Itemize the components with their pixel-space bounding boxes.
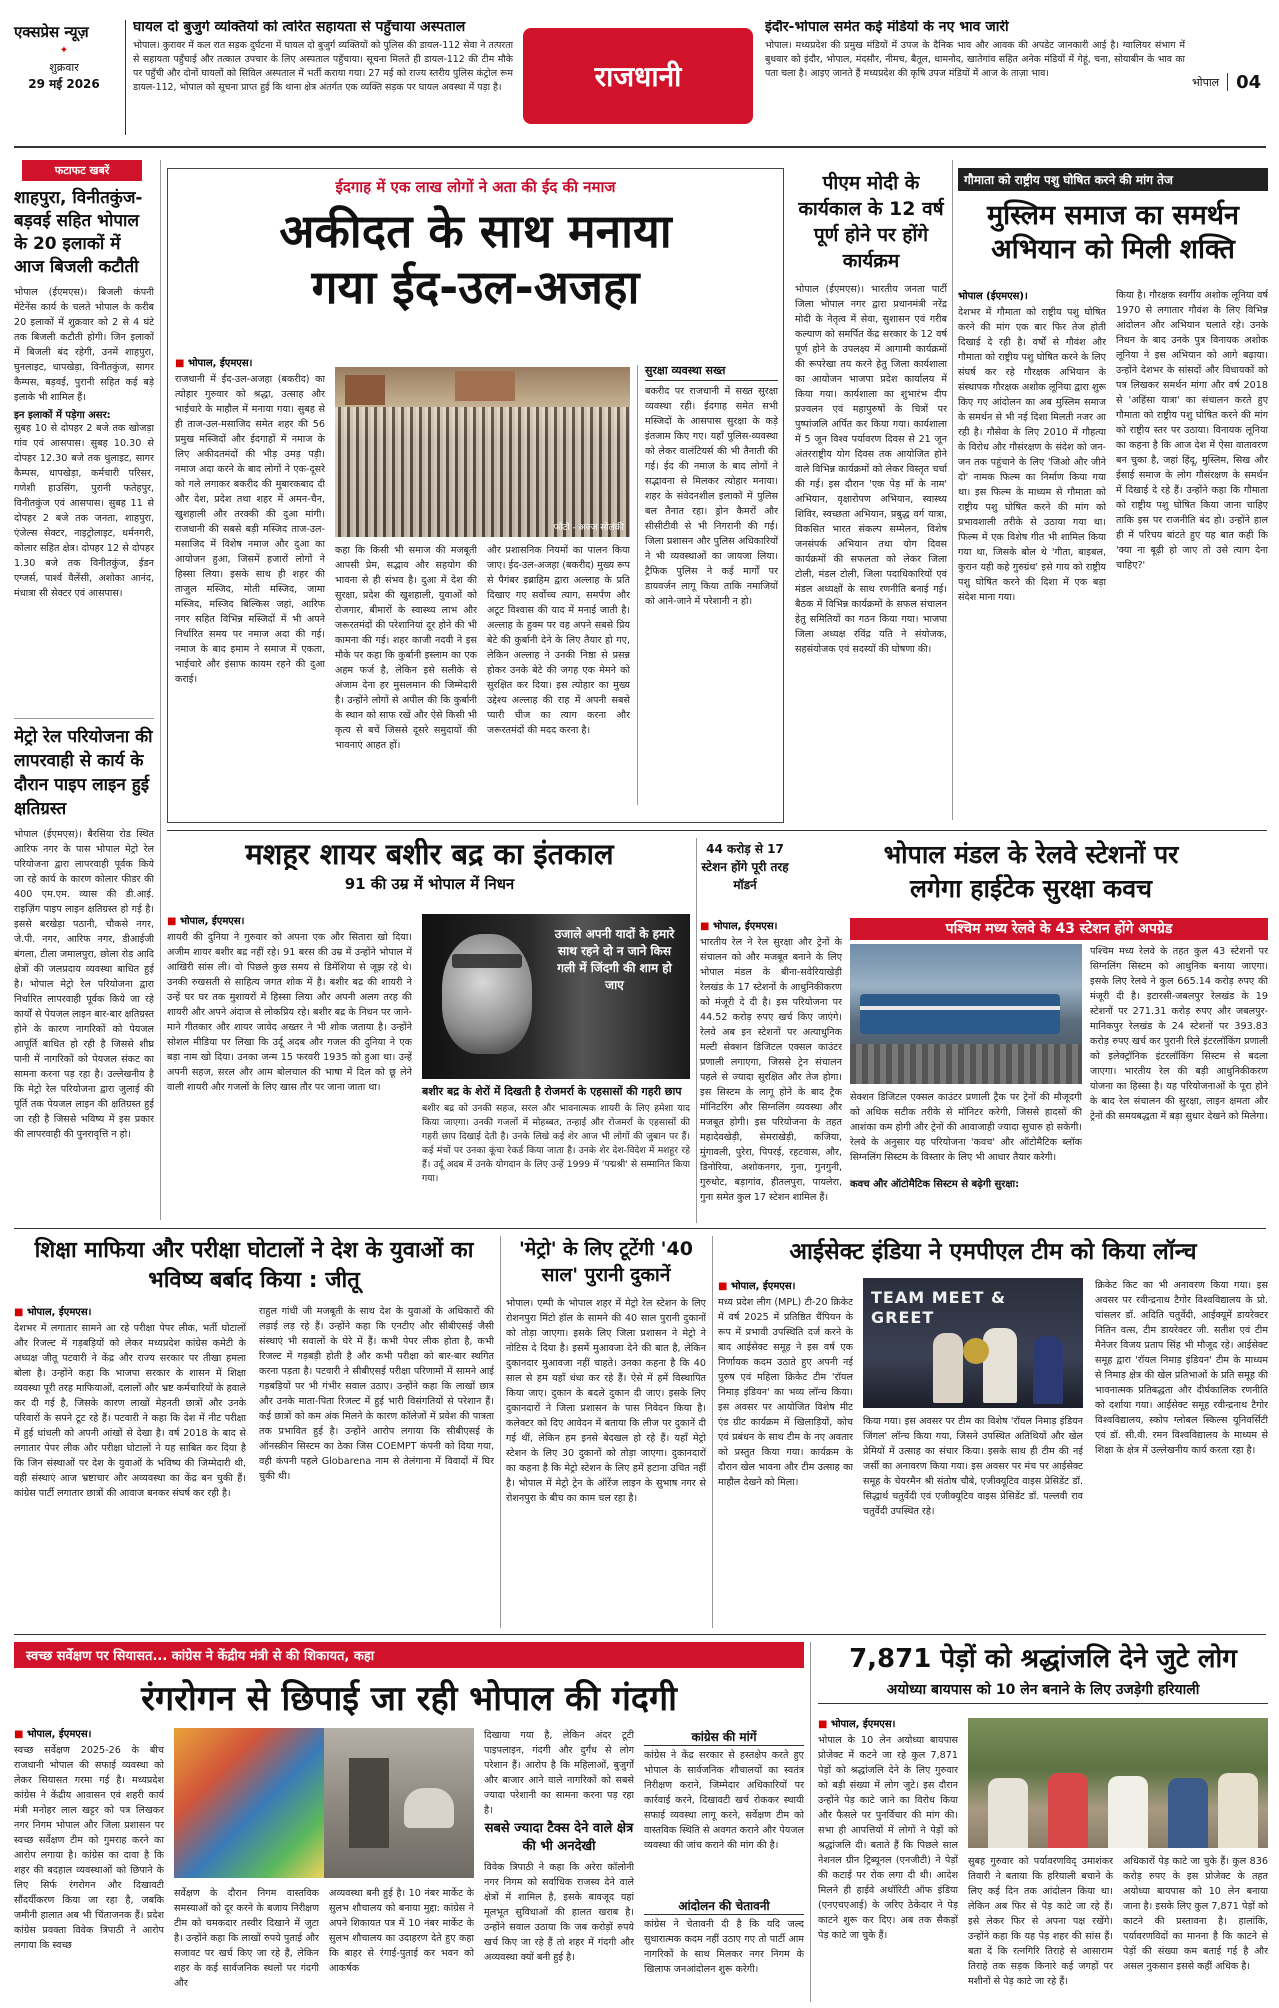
eid-columns: [175, 355, 778, 815]
trees-col-3: [1123, 1854, 1268, 2002]
swachh-body-1: स्वच्छ सर्वेक्षण 2025-26 के बीच राजधानी भोपाल की सफाई व्यवस्था को लेकर सियासत गरमा गई है। मध्यप्रदेश कांग्रेस ने केंद्रीय आवासन एवं शहरी कार्य मंत्री मनोहर लाल खट्टर को पत्र लिखकर नगर निगम भोपाल और जिला प्रशासन पर स्वच्छ सर्वेक्षण टीम को गुमराह करने का आरोप लगाया है। कांग्रेस का दावा है कि शहर की बदहाल व्यवस्थाओं को छिपाने के लिए सिर्फ रंगरोगन और दिखावटी सौंदर्यीकरण किया जा रहा है, जबकि जमीनी हालात अब भी चिंताजनक हैं। प्रदेश कांग्रेस प्रवक्ता विवेक त्रिपाठी ने आरोप लगाया कि स्वच्छ: [14, 1745, 164, 1951]
trees-story: [818, 1642, 1268, 2002]
aisect-body-1: मध्य प्रदेश लीग (MPL) टी-20 क्रिकेट में वर्ष 2025 में प्रतिष्ठित चैंपियन के रूप में प्रभावी उपस्थिति दर्ज करने के बाद आईसेक्ट समूह ने इस वर्ष एक निर्णायक कदम उठाते हुए अपनी नई पुरुष एवं महिला क्रिकेट टीम 'रॉयल निमाड़ इंडियन' का भव्य लॉन्च किया। इस अवसर पर आयोजित विशेष मीट एंड ग्रीट कार्यक्रम में खिलाड़ियों, कोच एवं प्रबंधन के साथ टीम के नए अवतार को प्रस्तुत किया गया। कार्यक्रम के दौरान खेल भावना और टीम उत्साह का माहौल देखने को मिला।: [718, 1297, 853, 1488]
bashir-quote: उजाले अपनी यादों के हमारे साथ रहने दो न जाने किस गली में जिंदगी की शाम हो जाए: [554, 927, 675, 992]
swachh-col-2: [174, 1886, 319, 2002]
swachh-demands-box: [644, 1728, 804, 2002]
aisect-byline: भोपाल, ईएमएस।: [730, 1281, 796, 1292]
jitu-headline: शिक्षा माफिया और परीक्षा घोटालों ने देश के युवाओं का भविष्य बर्बाद किया : जीतू: [34, 1238, 474, 1293]
jitu-story: [14, 1236, 494, 1631]
bashir-subhead: 91 की उम्र में भोपाल में निधन: [344, 875, 515, 894]
eid-security-head: सुरक्षा व्यवस्था सख्त: [645, 363, 778, 381]
swachh-body-2: सर्वेक्षण के दौरान निगम वास्तविक समस्याओं को दूर करने के बजाय निरीक्षण टीम को चमकदार तस्वीर दिखाने में जुटा है। उन्होंने कहा कि लाखों रुपये पुताई और सजावट पर खर्च किए जा रहे हैं, लेकिन शहर के कई सार्वजनिक स्थलों पर गंदगी और: [174, 1888, 319, 1989]
swachh-body-4b: विवेक त्रिपाठी ने कहा कि अरेरा कॉलोनी नगर निगम को सर्वाधिक राजस्व देने वाले क्षेत्रों में शामिल है, इसके बावजूद यहां मूलभूत सुविधाओं की हालत खराब है। उन्होंने सवाल उठाया कि जब करोड़ों रुपये खर्च किए जा रहे हैं तो शहर में गंदगी और अव्यवस्था क्यों बनी हुई है।: [484, 1862, 634, 1963]
gau-body-2: किया है। गौरक्षक स्वर्गीय अशोक लूनिया वर्ष 1970 से लगातार गौवंश के लिए विभिन्न आंदोलन और अभियान चलाते रहे। उनके निधन के बाद उनके पुत्र विनायक अशोक लूनिया ने इस अभियान को आगे बढ़ाया। उन्होंने देशभर के सांसदों और विधायकों को पत्र लिखकर समर्थन मांगा और वर्ष 2018 से 'अहिंसा यात्रा' का संचालन करते हुए गौमाता को राष्ट्रीय पशु घोषित करने की मांग को राष्ट्रीय स्तर पर उठाया। विनायक लूनिया का कहना है कि आज देश में ऐसा वातावरण बन चुका है, जहां हिंदू, मुस्लिम, सिख और ईसाई समाज के लोग गौसंरक्षण के समर्थन में दिखाई दे रहे हैं। उन्होंने कहा कि गौमाता को राष्ट्रीय पशु घोषित किया जाना चाहिए ताकि इस पर राजनीति बंद हो। उन्होंने हाल ही में परिचय बांटते हुए यह बात कही कि 'क्या ना बूढ़ी हो जाए तो उसे त्याग देना चाहिए?': [1116, 290, 1268, 571]
eid-col-1: [175, 355, 325, 815]
swachh-body-3: अव्यवस्था बनी हुई है। 10 नंबर मार्केट के सुलभ शौचालय को बनाया मुद्दा: कांग्रेस ने अपने शिकायत पत्र में 10 नंबर मार्केट के सुलभ शौचालय का उदाहरण देते हुए कहा कि बाहर से रंगाई-पुताई कर भवन को आकर्षक: [329, 1888, 474, 1974]
eid-body-1: राजधानी में ईद-उल-अजहा (बकरीद) का त्योहार गुरुवार को श्रद्धा, उत्साह और भाईचारे के माहौल में मनाया गया। सुबह से ही ताज-उल-मसाजिद समेत शहर की 56 प्रमुख मस्जिदों और ईदगाहों में नमाज के लिए अकीदतमंदों की भीड़ उमड़ पड़ी। नमाज अदा करने के बाद लोगों ने एक-दूसरे को गले लगाकर बकरीद की मुबारकबाद दी और देश, प्रदेश तथा शहर में अमन-चैन, खुशहाली और तरक्की की दुआ मांगी। राजधानी की सबसे बड़ी मस्जिद ताज-उल-मसाजिद में विशेष नमाज और दुआ का आयोजन हुआ, जिसमें हजारों लोगों ने हिस्सा लिया। इसके साथ ही शहर की ताजुल मस्जिद, मोती मस्जिद, जामा मस्जिद, मस्जिद बिल्किस जहां, आरिफ नगर सहित विभिन्न मस्जिदों में भी अपने निर्धारित समय पर नमाज अदा की गई। नमाज के बाद इमाम ने समाज में एकता, भाईचारे और इंसाफ कायम रहने की दुआ कराई।: [175, 374, 325, 685]
aisect-body-2: किया गया। इस अवसर पर टीम का विशेष 'रॉयल निमाड़ इंडियन जिंगल' लॉन्च किया गया, जिसने उपस्थित अतिथियों और खेल प्रेमियों में उत्साह का संचार किया। इसके साथ ही टीम की नई जर्सी का अनावरण किया गया। इस अवसर पर मंच पर आईसेक्ट समूह के चेयरमैन श्री संतोष चौबे, एजीक्यूटिव वाइस प्रेसिडेंट डॉ. सिद्धार्थ चतुर्वेदी एवं एजीक्यूटिव वाइस प्रेसिडेंट डॉ. पल्लवी राव चतुर्वेदी उपस्थित रहे।: [863, 1416, 1083, 1517]
brief-injured-elderly: [133, 20, 513, 140]
gau-headline-2: अभियान को मिली शक्ति: [991, 234, 1235, 265]
fatafat-news: [14, 160, 154, 715]
eid-security-body: बकरीद पर राजधानी में सख्त सुरक्षा व्यवस्था रही। ईदगाह समेत सभी मस्जिदों के आसपास सुरक्षा के कड़े इंतजाम किए गए। यहाँ पुलिस-व्यवस्था को लेकर वालंटियर्स की भी तैनाती की गई। ईद की नमाज के बाद लोगों ने सद्भावना से मिलकर त्योहार मनाया। शहर के संवेदनशील इलाकों में पुलिस बल तैनात रहा। ड्रोन कैमरों और सीसीटीवी से भी निगरानी की गई। जिला प्रशासन और पुलिस अधिकारियों ने भी व्यवस्थाओं का जायजा लिया। ट्रैफिक पुलिस ने कई मार्गों पर डायवर्जन लागू किया ताकि नमाजियों को आने-जाने में परेशानी न हो।: [645, 386, 778, 607]
aisect-story: [718, 1236, 1268, 1631]
gaumata-story: [958, 168, 1268, 818]
bashir-badr-story: [167, 838, 692, 1223]
eid-col-2: [335, 543, 477, 815]
swachh-kicker: स्वच्छ सर्वेक्षण पर सियासत... कांग्रेस ने केंद्रीय मंत्री से की शिकायत, कहा: [14, 1642, 804, 1668]
aisect-col-1: ■ भोपाल, ईएमएस। मध्य प्रदेश लीग (MPL) टी-20 क्रिकेट में वर्ष 2025 में प्रतिष्ठित चैंपियन के रूप में प्रभावी उपस्थिति दर्ज करने के बाद आईसेक्ट समूह ने इस वर्ष एक निर्णायक कदम उठाते हुए अपनी नई पुरुष एवं महिला क्रिकेट टीम 'रॉयल निमाड़ इंडियन' का भव्य लॉन्च किया। इस अवसर पर आयोजित विशेष मीट एंड ग्रीट कार्यक्रम में खिलाड़ियों, कोच एवं प्रबंधन के साथ टीम के नए अवतार को प्रस्तुत किया गया। कार्यक्रम के दौरान खेल भावना और टीम उत्साह का माहौल देखने को मिला।: [718, 1278, 853, 1628]
metro-shops-story: [506, 1236, 706, 1631]
modi-story: [795, 170, 947, 820]
eid-security-box: [645, 363, 778, 813]
swachh-story: [14, 1642, 804, 2002]
rail-body-3: पश्चिम मध्य रेलवे के तहत कुल 43 स्टेशनों पर सिग्नलिंग सिस्टम को आधुनिक बनाया जाएगा। इसके लिए रेलवे ने कुल 665.14 करोड़ रुपए की मंजूरी दी है। इटारसी-जबलपुर रेलखंड के 19 स्टेशनों पर 271.31 करोड़ रुपए और जबलपुर-मानिकपुर रेलखंड के 24 स्टेशनों पर 393.83 करोड़ रुपए खर्च कर पुरानी रिले इंटरलॉकिंग प्रणाली को इलेक्ट्रॉनिक इंटरलॉकिंग सिस्टम से बदला जाएगा। भारतीय रेल की बड़ी आधुनिकीकरण योजना का हिस्सा है। यह परियोजनाओं के पूरा होने के बाद रेल संचालन की सुरक्षा, लाइन क्षमता और ट्रेनों की समयबद्धता में बड़ा सुधार देखने को मिलेगा।: [1090, 946, 1268, 1122]
aisect-photo-backdrop-text: TEAM MEET & GREET: [871, 1288, 1006, 1327]
gau-col-2: [1116, 288, 1268, 818]
aisect-col-3: [1095, 1278, 1268, 1628]
fatafat-label: फटाफट खबरें: [22, 160, 142, 181]
trees-byline: भोपाल, ईएमएस।: [830, 1719, 896, 1730]
eid-body-3: और प्रशासनिक नियमों का पालन किया जाए। ईद-उल-अजहा (बकरीद) मुख्य रूप से पैगंबर इब्राहिम द्वारा अल्लाह के प्रति दिखाए गए सर्वोच्च त्याग, समर्पण और अटूट विश्वास की याद में मनाई जाती है। अल्लाह के हुक्म पर वह अपने सबसे प्रिय बेटे की कुर्बानी देने के लिए तैयार हो गए, लेकिन अल्लाह ने उनकी निष्ठा से प्रसन्न होकर उनके बेटे की जगह एक मेमने को सुरक्षित कर दिया। इस त्योहार का मुख्य उद्देश्य अल्लाह की राह में अपनी सबसे प्यारी चीज का त्याग करना और जरूरतमंदों की मदद करना है।: [487, 545, 630, 736]
warning-body: कांग्रेस ने चेतावनी दी है कि यदि जल्द सुधारात्मक कदम नहीं उठाए गए तो पार्टी आम नागरिकों के साथ मिलकर नगर निगम के खिलाफ जनआंदोलन शुरू करेगी।: [644, 1919, 804, 1975]
brief-title: इंदौर-भोपाल समेत कई मंडियों के नए भाव जारी: [765, 20, 1009, 35]
edition-name: भोपाल: [1192, 75, 1220, 89]
eid-photo-credit: फोटो - अज्ज सोलंकी: [553, 523, 624, 533]
masthead-day: शुक्रवार: [49, 61, 79, 74]
eid-body-2: कहा कि किसी भी समाज की मजबूती आपसी प्रेम, सद्भाव और सहयोग की भावना से ही संभव है। दुआ में देश की सुरक्षा, प्रदेश की खुशहाली, युवाओं को रोजगार, बीमारों के स्वास्थ्य लाभ और जरूरतमंदों की परेशानियां दूर होने की भी कामना की गई। शहर काजी नदवी ने इस मौके पर कहा कि कुर्बानी इस्लाम का एक अहम फर्ज है, लेकिन इसे सलीके से अंजाम देना हर मुसलमान की जिम्मेदारी है। उन्होंने लोगों से अपील की कि कुर्बानी के स्थान को साफ रखें और ऐसे किसी भी कृत्य से बचें जिससे दूसरे समुदायों की भावनाएं आहत हों।: [335, 545, 477, 751]
story-headline: मेट्रो रेल परियोजना की लापरवाही से कार्य के दौरान पाइप लाइन हुई क्षतिग्रस्त: [14, 727, 153, 819]
rail-side-kicker-text: 44 करोड़ से 17 स्टेशन होंगे पूरी तरह मॉडर्न: [701, 842, 789, 892]
eid-byline: ■ भोपाल, ईएमएस।: [175, 358, 253, 369]
warning-head: आंदोलन की चेतावनी: [644, 1897, 804, 1915]
rail-columns: [700, 918, 1268, 1228]
jitu-body-2: राहुल गांधी जी मजबूती के साथ देश के युवाओं के अधिकारों की लड़ाई लड़ रहे हैं। उन्होंने कहा कि एनटीए और सीबीएसई जैसी संस्थाएं भी सवालों के घेरे में हैं। कभी पेपर लीक होता है, कभी रिजल्ट में गड़बड़ी होती है और कभी परीक्षा को बार-बार स्थगित करना पड़ता है। पटवारी ने सीबीएसई परीक्षा परिणामों में सामने आई गड़बड़ियों पर भी गंभीर सवाल उठाए। उन्होंने कहा कि लाखों छात्र और उनके माता-पिता रिजल्ट में हुई भारी विसंगतियों से परेशान हैं। कई छात्रों को कम अंक मिलने के कारण कॉलेजों में प्रवेश की पात्रता तक प्रभावित हुई है। उन्होंने आरोप लगाया कि सीबीएसई के ऑनस्क्रीन सिस्टम का ठेका जिस COEMPT कंपनी को दिया गया, वही कंपनी पहले Globarena नाम से तेलंगाना में विवादों में घिर चुकी थी।: [259, 1306, 494, 1482]
bashir-caption-box: [422, 1084, 690, 1222]
page-folio: [1192, 70, 1272, 94]
jitu-body-1: देशभर में लगातार सामने आ रहे परीक्षा पेपर लीक, भर्ती घोटालों और रिजल्ट में गड़बड़ियों को लेकर मध्यप्रदेश कांग्रेस कमेटी के अध्यक्ष जीतू पटवारी ने केंद्र और राज्य सरकार पर तीखा हमला बोला है। उन्होंने कहा कि भाजपा सरकार के शासन में शिक्षा व्यवस्था पूरी तरह माफियाओं, दलालों और भ्रष्ट कर्मचारियों के हवाले कर दी गई है, जिसके कारण लाखों मेहनती छात्रों और उनके परिवारों के सपने टूट रहे हैं। पटवारी ने कहा कि देश में नीट परीक्षा में हुई धांधली को अपनी आंखों से देखा है। वर्ष 2018 के बाद से लगातार पेपर लीक और परीक्षा घोटालों ने यह साबित कर दिया है कि जिन संस्थाओं पर देश के युवाओं के भविष्य की जिम्मेदारी थी, वही संस्थाएं आज भ्रष्टाचार और अव्यवस्था का केंद्र बन चुकी हैं। कांग्रेस पार्टी लगातार छात्रों की आवाज बनकर संघर्ष कर रही है।: [14, 1323, 246, 1499]
section-title: राजधानी: [594, 60, 682, 93]
rail-body-1: भारतीय रेल ने रेल सुरक्षा और ट्रेनों के संचालन को और मजबूत बनाने के लिए भोपाल मंडल के बीना-सवेरियाखेड़ी रेलखंड के 17 स्टेशनों के आधुनिकीकरण को मंजूरी दे दी है। इस परियोजना पर 44.52 करोड़ रुपए खर्च किए जाएंगे। रेलवे अब इन स्टेशनों पर अत्याधुनिक मल्टी सेक्शन डिजिटल एक्सल काउंटर प्रणाली लगाएगा, जिससे ट्रेन संचालन पहले से ज्यादा सुरक्षित और तेज होगा। इस सिस्टम के लागू होने के बाद ट्रैक मॉनिटरिंग और सिग्नलिंग व्यवस्था और मजबूत होगी। इस परियोजना के तहत महादेवखेड़ी, सेमराखेड़ी, कजिया, मुंगावली, पुरेरा, पिपरई, रहटवास, और, डिनोरिया, अशोकनगर, गुना, गुनगुनी, गुरुधोट, बड़ागांव, हीतलपुरा, पायलेरा, गुना समेत कुल 17 स्टेशन शामिल हैं।: [700, 937, 842, 1203]
masthead: [14, 22, 114, 150]
jitu-col-1: ■ भोपाल, ईएमएस। देशभर में लगातार सामने आ रहे परीक्षा पेपर लीक, भर्ती घोटालों और रिजल्ट में गड़बड़ियों को लेकर मध्यप्रदेश कांग्रेस कमेटी के अध्यक्ष जीतू पटवारी ने केंद्र और राज्य सरकार पर तीखा हमला बोला है। उन्होंने कहा कि भाजपा सरकार के शासन में शिक्षा व्यवस्था पूरी तरह माफियाओं, दलालों और भ्रष्ट कर्मचारियों के हवाले कर दी गई है, जिसके कारण लाखों मेहनती छात्रों और उनके परिवारों के सपने टूट रहे हैं। पटवारी ने कहा कि देश में नीट परीक्षा में हुई धांधली को अपनी आंखों से देखा है। वर्ष 2018 के बाद से लगातार पेपर लीक और परीक्षा घोटालों ने यह साबित कर दिया है कि जिन संस्थाओं पर देश के युवाओं के भविष्य की जिम्मेदारी थी, वही संस्थाएं आज भ्रष्टाचार और अव्यवस्था का केंद्र बन चुकी हैं। कांग्रेस पार्टी लगातार छात्रों की आवाज बनकर संघर्ष कर रही है।: [14, 1304, 246, 1629]
bashir-body-col: ■ भोपाल, ईएमएस। शायरी की दुनिया ने गुरुवार को अपना एक और सितारा खो दिया। अजीम शायर बशीर बद्र नहीं रहे। 91 बरस की उम्र में उन्होंने भोपाल में आखिरी सांस ली। वो पिछले कुछ समय से डिमेंशिया से जूझ रहे थे। उनकी रुखसती से साहित्य जगत शोक में है। बशीर बद्र की शायरी ने उन्हें घर घर तक मुशायरों में हिस्सा लिया और अपनी अलग तरह की शायरी और अपने अंदाज से लोकप्रिय रहे। बशीर बद्र के निधन पर जाने-माने गीतकार और शायर जावेद अख्तर ने भी शोक जताया है। उन्होंने सोशल मीडिया पर लिखा कि उर्दू अदब और गजल की दुनिया ने एक बड़ा नाम खो दिया। उनका जन्म 15 फरवरी 1935 को हुआ था। उन्हें अपनी सहज, सरल और आम बोलचाल की भाषा में दिल को छू लेने वाली शायरी और गजलों के लिए खास तौर पर जाना जाता था।: [167, 913, 412, 1223]
bashir-headline: मशहूर शायर बशीर बद्र का इंतकाल: [245, 838, 614, 871]
trees-col-2: [968, 1854, 1113, 2002]
rail-byline: भोपाल, ईएमएस।: [712, 921, 778, 932]
swachh-toilet-photo: [174, 1728, 474, 1878]
rail-col-3: [1090, 944, 1268, 1122]
bashir-photo: [422, 914, 690, 1079]
brief-title: घायल दो बुजुर्ग व्यक्तियों को त्वरित सहायता से पहुँचाया अस्पताल: [133, 20, 466, 35]
swachh-byline: भोपाल, ईएमएस।: [26, 1729, 92, 1740]
paper-name: एक्सप्रेस न्यूज़: [14, 23, 89, 41]
demands-body: कांग्रेस ने केंद्र सरकार से हस्तक्षेप करते हुए भोपाल के सार्वजनिक शौचालयों का स्वतंत्र निरीक्षण कराने, जिम्मेदार अधिकारियों पर कार्रवाई करने, दिखावटी खर्च रोककर स्थायी सफाई व्यवस्था लागू करने, सर्वेक्षण टीम को वास्तविक स्थिति से अवगत कराने और पेयजल व्यवस्था की जांच कराने की मांग की है।: [644, 1750, 804, 1851]
demands-head: कांग्रेस की मांगें: [644, 1728, 804, 1746]
brief-body: भोपाल। मध्यप्रदेश की प्रमुख मंडियों में उपज के दैनिक भाव और आवक की अपडेट जानकारी आई है। ग्वालियर संभाग में बुधवार को इंदौर, भोपाल, मंदसौर, नीमच, बैतूल, धामनोद, खातेगांव सहित अनेक मंडियों में गेहूं, चना, सोयाबीन के भाव का पता चला है। आइए जानते हैं मध्यप्रदेश की कृषि उपज मंडियों में आज के ताज़ा भाव।: [765, 39, 1185, 79]
eid-headline-1: अकीदत के साथ मनाया: [279, 204, 672, 258]
swachh-col-3: [329, 1886, 474, 2002]
metro-shops-body: भोपाल। एम्पी के भोपाल शहर में मेट्रो रेल स्टेशन के लिए रोशनपुरा मिंटो हॉल के सामने की 40 साल पुरानी दुकानों को तोड़ा जाएगा। इसके लिए जिला प्रशासन ने मेट्रो ने नोटिस दे दिया है। इसमें मुआवजा देने की बात है, लेकिन दुकानदार मुआवजा नहीं चाहते। उनका कहना है कि 40 साल से हम यहाँ धंधा कर रहे हैं। ऐसे में हमें विस्थापित किया जाए। दुकान के बदले दुकान दी जाए। इसके लिए दुकानदारों ने जिला प्रशासन के पास निवेदन किया है। कलेक्टर को दिए आवेदन में बताया कि लीज पर दुकानें दी गई थीं, लेकिन हम इनसे बेदखल हो रहे हैं। यहाँ मेट्रो स्टेशन के लिए 30 दुकानों को तोड़ा जाएगा। दुकानदारों का कहना है कि मेट्रो स्टेशन के लिए हमें हटाना उचित नहीं है। भोपाल में मेट्रो ट्रेन के ऑरेंज लाइन के सुभाष नगर से रोशनपुरा के बीच का काम चल रहा है।: [506, 1298, 706, 1504]
fatafat-headline: शाहपुरा, विनीतकुंज-बड़वई सहित भोपाल के 20 इलाकों में आज बिजली कटौती: [14, 188, 143, 277]
rail-banner: पश्चिम मध्य रेलवे के 43 स्टेशन होंगे अपग्रेड: [850, 918, 1268, 940]
jitu-byline: भोपाल, ईएमएस।: [26, 1307, 92, 1318]
paper-logo-mark: ✦: [59, 45, 69, 56]
bashir-caption-body: बशीर बद्र को उनकी सहज, सरल और भावनात्मक शायरी के लिए हमेशा याद किया जाएगा। उनकी गजलों में मोहब्बत, तन्हाई और रोजमर्रा के एहसासों की गहरी छाप दिखाई देती है। उनके लिखे कई शेर आज भी लोगों की जुबान पर हैं। कई मंचों पर उनका कूंचा रेकर्ड किया जाता है। उनके शेर देश-विदेश में मशहूर रहे हैं। उर्दू अदब में उनके योगदान के लिए उन्हें 1999 में 'पद्मश्री' से सम्मानित किया गया।: [422, 1103, 690, 1184]
trees-subhead: अयोध्या बायपास को 10 लेन बनाने के लिए उजड़ेगी हरियाली: [818, 1680, 1268, 1704]
aisect-team-photo: [863, 1278, 1083, 1408]
gau-kicker: गौमाता को राष्ट्रीय पशु घोषित करने की मांग तेज: [958, 168, 1268, 191]
rail-headline-1: भोपाल मंडल के रेलवे स्टेशनों पर: [883, 840, 1179, 869]
gau-col-1: [958, 288, 1106, 818]
metro-pipeline-story: [14, 725, 154, 1260]
masthead-date: 29 मई 2026: [28, 77, 100, 91]
metro-shops-headline: 'मेट्रो' के लिए टूटेंगी '40 साल' पुरानी दुकानें: [519, 1238, 693, 1286]
swachh-headline: रंगरोगन से छिपाई जा रही भोपाल की गंदगी: [141, 1679, 677, 1719]
rail-col2-subhead: कवच और ऑटोमैटिक सिस्टम से बढ़ेगी सुरक्षा:: [850, 1179, 1020, 1190]
rail-col-1: ■ भोपाल, ईएमएस। भारतीय रेल ने रेल सुरक्षा और ट्रेनों के संचालन को और मजबूत बनाने के लिए भोपाल मंडल के बीना-सवेरियाखेड़ी रेलखंड के 17 स्टेशनों के आधुनिकीकरण को मंजूरी दे दी है। इस परियोजना पर 44.52 करोड़ रुपए खर्च किए जाएंगे। रेलवे अब इन स्टेशनों पर अत्याधुनिक मल्टी सेक्शन डिजिटल एक्सल काउंटर प्रणाली लगाएगा, जिससे ट्रेन संचालन पहले से ज्यादा सुरक्षित और तेज होगा। इस सिस्टम के लागू होने के बाद ट्रैक मॉनिटरिंग और सिग्नलिंग व्यवस्था और मजबूत होगी। इस परियोजना के तहत महादेवखेड़ी, सेमराखेड़ी, कजिया, मुंगावली, पुरेरा, पिपरई, रहटवास, और, डिनोरिया, अशोकनगर, गुना, गुनगुनी, गुरुधोट, बड़ागांव, हीतलपुरा, पायलेरा, गुना समेत कुल 17 स्टेशन शामिल हैं।: [700, 918, 842, 1223]
gau-body-1: देशभर में गौमाता को राष्ट्रीय पशु घोषित करने की मांग एक बार फिर तेज होती दिखाई दे रही है। वर्षों से गौवंश और गौमाता को राष्ट्रीय पशु घोषित करने के लिए संघर्ष कर रहे गौरक्षक अभियान के संस्थापक गौरक्षक अशोक लूनिया द्वारा शुरू किए गए आंदोलन का अब मुस्लिम समाज के समर्थन से भी नई दिशा मिलती नजर आ रही है। गौसेवा के लिए 2010 में गौहत्या के विरोध और गौसंरक्षण के संदेश को जन-जन तक पहुंचाने के लिए 'जिओ और जीने दो' नामक फिल्म का निर्माण किया गया था। इस फिल्म के माध्यम से गौमाता को राष्ट्रीय पशु घोषित करने की मांग को प्रभावशाली तरीके से उठाया गया था। फिल्म में एक विशेष गीत भी शामिल किया गया था, जिसके बोल थे 'गीता, बाइबल, कुरान यही कहे गुरुग्रंथ' इसे गाय को राष्ट्रीय पशु घोषित करने की दिशा में एक बड़ा संदेश माना गया।: [958, 307, 1106, 603]
swachh-subhead: सबसे ज्यादा टैक्स देने वाले क्षेत्र की भी अनदेखी: [484, 1821, 634, 1854]
bashir-caption-head: बशीर बद्र के शेरों में दिखती है रोजमर्रा के एहसासों की गहरी छाप: [422, 1085, 682, 1098]
trees-body-1: भोपाल के 10 लेन अयोध्या बायपास प्रोजेक्ट में कटने जा रहे कुल 7,871 पेड़ों को श्रद्धांजलि देने के लिए गुरुवार को बड़ी संख्या में लोग जुटे। इस दौरान उन्होंने पेड़ काटे जाने का विरोध किया और फैसले पर पुनर्विचार की मांग की। सभा ही आपत्तियों में लोगों ने पेड़ों को श्रद्धांजलि दी। बताते हैं कि पिछले साल नेशनल ग्रीन ट्रिब्यूनल (एनजीटी) ने पेड़ों की कटाई पर रोक लगा दी थी। आदेश मिलने ही हाईवे अथॉरिटी ऑफ इंडिया (एनएचएआई) के जरिए ठेकेदार ने पेड़ काटने शुरू कर दिए। अब तक सैकड़ों पेड़ काटे जा चुके हैं।: [818, 1735, 958, 1941]
eid-kicker: ईदगाह में एक लाख लोगों ने अता की ईद की नमाज: [335, 178, 616, 196]
fatafat-body: भोपाल (ईएमएस)। बिजली कंपनी मेंटेनेंस कार्य के चलते भोपाल के करीब 20 इलाकों में शुक्रवार को 2 से 4 घंटे तक बिजली कटौती होगी। जिन इलाकों में बिजली बंद रहेगी, उनमें शाहपुरा, घुनलाइट, धापखेड़ा, विनीतकुंज, सागर कैम्पस, बड़वई, पुरानी सहित कई बड़े इलाके भी शामिल हैं।: [14, 287, 154, 403]
swachh-body-4: दिखाया गया है, लेकिन अंदर टूटी पाइपलाइन, गंदगी और दुर्गंध से लोग परेशान हैं। आरोप है कि महिलाओं, बुजुर्गों और बाजार आने वाले नागरिकों को सबसे ज्यादा परेशानी का सामना करना पड़ रहा है।: [484, 1730, 634, 1816]
rail-col-2: [850, 1090, 1082, 1225]
fatafat-subhead: इन इलाकों में पड़ेगा असर:: [14, 410, 111, 421]
rail-body-2: सेक्शन डिजिटल एक्सल काउंटर प्रणाली ट्रैक पर ट्रेनों की मौजूदगी को अधिक सटीक तरीके से मॉनिटर करेगी, जिससे हादसों की आशंका कम होगी और ट्रेनों की आवाजाही ज्यादा सुचारु हो सकेगी। रेलवे के अनुसार यह परियोजना 'कवच' और ऑटोमैटिक ब्लॉक सिग्नलिंग सिस्टम के विस्तार के लिए भी आधार तैयार करेगी।: [850, 1092, 1082, 1163]
story-body: भोपाल (ईएमएस)। बैरसिया रोड स्थित आरिफ नगर के पास भोपाल मेट्रो रेल परियोजना द्वारा लापरवाही पूर्वक किये जा रहे कार्य के कारण कोलार फीडर की 400 एम.एम. व्यास की डी.आई. राइज़िंग पाइप लाइन क्षतिग्रस्त हो गई है। इससे बरखेड़ा पठानी, चौकसे नगर, जे.पी. नगर, आरिफ नगर, डीआईजी बंगला, टीला जमालपुरा, छोला रोड आदि क्षेत्रों की जलप्रदाय व्यवस्था बाधित हुई है। भोपाल मेट्रो रेल परियोजना द्वारा निर्धारित लापरवाही पूर्वक किये जा रहे कार्यों से पेयजल लाइन बार-बार क्षतिग्रस्त होने के कारण नागरिकों को पेयजल आपूर्ति बाधित हो रही है जिससे शीघ्र पानी में नागरिकों को पेयजल संकट का सामना करना पड़ रहा है। उल्लेखनीय है कि मेट्रो रेल परियोजना द्वारा जुलाई की पूर्ति तक पेयजल लाइन की क्षतिग्रस्त हुई जा रही है जिससे भविष्य में इस प्रकार की लापरवाही की पुनरावृत्ति न हो।: [14, 829, 154, 1140]
aisect-col-2: [863, 1414, 1083, 1628]
page-number: 04: [1236, 71, 1262, 93]
rail-headline-banner: [792, 838, 1270, 920]
trees-protest-photo: [968, 1718, 1268, 1848]
modi-headline: पीएम मोदी के कार्यकाल के 12 वर्ष पूर्ण होने पर होंगे कार्यक्रम: [798, 172, 944, 272]
eid-prayer-photo: [335, 367, 630, 537]
rail-station-photo: [850, 944, 1082, 1084]
trees-body-3: अधिकारों पेड़ काटे जा चुके हैं। कुल 836 करोड़ रुपए के इस प्रोजेक्ट के तहत अयोध्या बायपास को 10 लेन बनाया जाना है। इसके लिए कुल 7,871 पेड़ों को काटने की प्रस्तावना है। हालांकि, पर्यावरणविदों का मानना है कि काटने से पेड़ों की संख्या कम बताई गई है और असल नुकसान इससे कहीं अधिक है।: [1123, 1856, 1268, 1972]
trees-col-1: ■ भोपाल, ईएमएस। भोपाल के 10 लेन अयोध्या बायपास प्रोजेक्ट में कटने जा रहे कुल 7,871 पेड़ों को श्रद्धांजलि देने के लिए गुरुवार को बड़ी संख्या में लोग जुटे। इस दौरान उन्होंने पेड़ काटे जाने का विरोध किया और फैसले पर पुनर्विचार की मांग की। सभा ही आपत्तियों में लोगों ने पेड़ों को श्रद्धांजलि दी। बताते हैं कि पिछले साल नेशनल ग्रीन ट्रिब्यूनल (एनजीटी) ने पेड़ों की कटाई पर रोक लगा दी थी। आदेश मिलने ही हाईवे अथॉरिटी ऑफ इंडिया (एनएचएआई) के जरिए ठेकेदार ने पेड़ काटने शुरू कर दिए। अब तक सैकड़ों पेड़ काटे जा चुके हैं।: [818, 1716, 958, 2002]
fatafat-body2: सुबह 10 से दोपहर 2 बजे तक खोजड़ा गांव एवं आसपास। सुबह 10.30 से दोपहर 12.30 बजे तक धुलाइट, सागर कैम्पस, धापखेड़ा, कर्मचारी परिसर, गणेशी हाउसिंग, पुरानी फतेहपुर, विनीतकुंज एवं आसपास। सुबह 11 से दोपहर 2 बजे तक जनता, शाहपुरा, एंजेल्स सेक्टर, नाइट्रोलाइट, धर्मनगरी, कोलार सहित क्षेत्र। दोपहर 12 से दोपहर 1.30 बजे तक विनीतकुंज, ईडन एग्जर्स, पार्श्व वैलेंसी, अशोका आनंद, मंधात्रा सी सेक्टर एवं आसपास।: [14, 423, 154, 599]
gau-headline-1: मुस्लिम समाज का समर्थन: [986, 200, 1240, 231]
eid-headline-2: गया ईद-उल-अजहा: [311, 260, 640, 314]
trees-headline: 7,871 पेड़ों को श्रद्धांजलि देने जुटे लोग: [849, 1644, 1237, 1674]
bashir-body: शायरी की दुनिया ने गुरुवार को अपना एक और सितारा खो दिया। अजीम शायर बशीर बद्र नहीं रहे। 91 बरस की उम्र में उन्होंने भोपाल में आखिरी सांस ली। वो पिछले कुछ समय से डिमेंशिया से जूझ रहे थे। उनकी रुखसती से साहित्य जगत शोक में है। बशीर बद्र की शायरी ने उन्हें घर घर तक मुशायरों में हिस्सा लिया और अपनी अलग तरह की शायरी और अपने अंदाज से लोकप्रिय रहे। बशीर बद्र के निधन पर जाने-माने गीतकार और शायर जावेद अख्तर ने भी शोक जताया है। उन्होंने सोशल मीडिया पर लिखा कि उर्दू अदब और गजल की दुनिया ने एक बड़ा नाम खो दिया। उनका जन्म 15 फरवरी 1935 को हुआ था। उन्हें अपनी सहज, सरल और आम बोलचाल की भाषा में दिल को छू लेने वाली शायरी और गजलों के लिए खास तौर पर जाना जाता था।: [167, 932, 412, 1093]
gau-byline: भोपाल (ईएमएस)।: [958, 291, 1028, 302]
rail-side-kicker: [700, 840, 790, 910]
trees-body-2: सुबह गुरुवार को पर्यावरणविद् उमाशंकर तिवारी ने बताया कि हरियाली बचाने के लिए कई दिन तक आंदोलन किया था। लेकिन अब फिर से पेड़ काटे जा रहे हैं। इसे लेकर फिर से अपना पक्ष रखेंगे। उन्होंने कहा कि यह पेड़ शहर की सांस हैं। बता दें कि रत्नगिरि तिराहे से आसाराम तिराहे तक सड़क किनारे कई जगहों पर मशीनों से पेड़ काटे जा रहे हैं।: [968, 1856, 1113, 1987]
rail-headline-2: लगेगा हाईटेक सुरक्षा कवच: [909, 874, 1152, 903]
brief-body: भोपाल। कुरावर में कल रात सड़क दुर्घटना में घायल दो बुजुर्ग व्यक्तियों को पुलिस की डायल-112 सेवा ने तत्परता से सहायता पहुँचाई और तत्काल उपचार के लिए अस्पताल पहुँचाया। सूचना मिलते ही डायल-112 की टीम मौके पर पहुँची और दोनों घायलों को सिविल अस्पताल में भर्ती कराया गया। 27 मई को राज्य स्तरीय पुलिस कंट्रोल रूम डायल-112, भोपाल को सूचना प्राप्त हुई कि थाना क्षेत्र अंतर्गत एक व्यक्ति सड़क पर घायल अवस्था में पड़ा है।: [133, 39, 513, 93]
brief-mandi-rates: [765, 20, 1185, 140]
swachh-col-4: [484, 1728, 634, 2002]
eid-col-3: [487, 543, 630, 815]
section-banner: [523, 28, 753, 124]
jitu-col-2: [259, 1304, 494, 1629]
aisect-body-3: क्रिकेट किट का भी अनावरण किया गया। इस अवसर पर रवीन्द्रनाथ टैगोर विश्वविद्यालय के प्रो. चांसलर डॉ. अदिति चतुर्वेदी, आईक्यूमें डायरेक्टर नितिन वत्स, टीम डायरेक्टर जी. सतीश एवं टीम मैनेजर विजय प्रताप सिंह भी मौजूद रहे। आईसेक्ट समूह द्वारा 'रॉयल निमाड़ इंडियन' टीम के माध्यम से निमाड़ क्षेत्र की खेल प्रतिभाओं के प्रति समूह की भावनात्मक प्रतिबद्धता और दीर्घकालिक रणनीति को दर्शाया गया। आईसेक्ट समूह रवीन्द्रनाथ टैगोर विश्वविद्यालय, स्कोप ग्लोबल स्किल्स यूनिवर्सिटी एवं डॉ. सी.वी. रमन विश्वविद्यालय के माध्यम से शिक्षा के क्षेत्र में उल्लेखनीय कार्य करता रहा है।: [1095, 1280, 1268, 1456]
modi-body: भोपाल (ईएमएस)। भारतीय जनता पार्टी जिला भोपाल नगर द्वारा प्रधानमंत्री नरेंद्र मोदी के नेतृत्व में सेवा, सुशासन एवं गरीब कल्याण को समर्पित केंद्र सरकार के 12 वर्ष पूर्ण होने के उपलक्ष्य में आगामी कार्यक्रमों की रूपरेखा तय करने हेतु जिला कार्यशाला का आयोजन भाजपा प्रदेश कार्यालय में किया गया। कार्यशाला का शुभारंभ दीप प्रज्वलन एवं महापुरुषों के चित्रों पर पुष्पांजलि अर्पित कर किया गया। कार्यशाला में 5 जून विश्व पर्यावरण दिवस से 21 जून अंतरराष्ट्रीय योग दिवस तक आयोजित होने वाले विभिन्न कार्यक्रमों को लेकर विस्तृत चर्चा की गई। इस दौरान 'एक पेड़ माँ के नाम' अभियान, वृक्षारोपण अभियान, स्वास्थ्य शिविर, स्वच्छता अभियान, प्रबुद्ध वर्ग यात्रा, विकसित भारत संकल्प सम्मेलन, विशेष जनसंपर्क अभियान तथा योग दिवस कार्यक्रमों की सफलता को लेकर जिला टोली, मंडल टोली, जिला पदाधिकारियों एवं मंडल अध्यक्षों के साथ रणनीति बनाई गई। बैठक में विभिन्न कार्यक्रमों के सफल संचालन हेतु समितियों का गठन किया गया। भाजपा जिला अध्यक्ष रविंद्र यति ने संयोजक, सहसंयोजक एवं सदस्यों की घोषणा की।: [795, 284, 947, 655]
bashir-byline: भोपाल, ईएमएस।: [179, 916, 245, 927]
aisect-headline: आईसेक्ट इंडिया ने एमपीएल टीम को किया लॉन्च: [789, 1239, 1197, 1265]
swachh-col-1: ■ भोपाल, ईएमएस। स्वच्छ सर्वेक्षण 2025-26 के बीच राजधानी भोपाल की सफाई व्यवस्था को लेकर सियासत गरमा गई है। मध्यप्रदेश कांग्रेस ने केंद्रीय आवासन एवं शहरी कार्य मंत्री मनोहर लाल खट्टर को पत्र लिखकर नगर निगम भोपाल और जिला प्रशासन पर स्वच्छ सर्वेक्षण टीम को गुमराह करने का आरोप लगाया है। कांग्रेस का दावा है कि शहर की बदहाल व्यवस्थाओं को छिपाने के लिए सिर्फ रंगरोगन और दिखावटी सौंदर्यीकरण किया जा रहा है, जबकि जमीनी हालात अब भी चिंताजनक हैं। प्रदेश कांग्रेस प्रवक्ता विवेक त्रिपाठी ने आरोप लगाया कि स्वच्छ: [14, 1726, 164, 2002]
